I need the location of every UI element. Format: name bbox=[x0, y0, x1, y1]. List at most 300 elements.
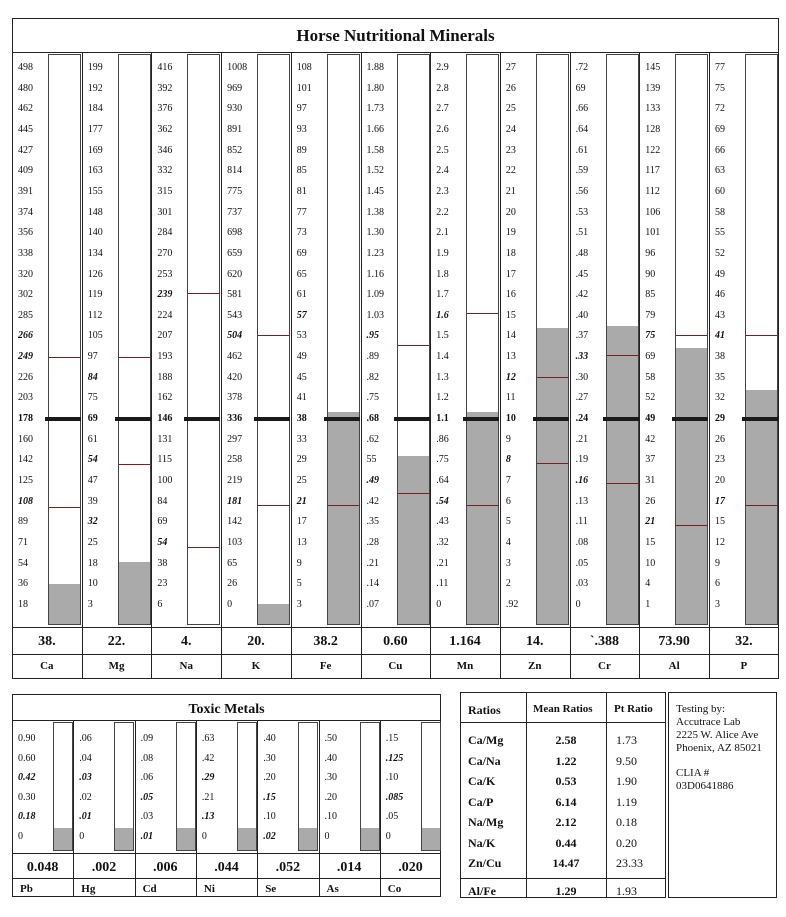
scale-label: 266 bbox=[18, 330, 33, 342]
toxic-scale-label: .05 bbox=[385, 811, 399, 822]
level-bar-fill bbox=[537, 328, 568, 624]
toxic-scale-label: .125 bbox=[385, 752, 404, 764]
scale-label: 75 bbox=[645, 330, 656, 342]
scale-label: 112 bbox=[87, 309, 103, 321]
scale-label: 145 bbox=[645, 62, 661, 73]
scale-label: 43 bbox=[715, 309, 725, 321]
scale-label: 20 bbox=[715, 475, 725, 486]
scale-label: 284 bbox=[157, 227, 173, 239]
scale-label: 302 bbox=[18, 289, 33, 301]
scale-label: 25 bbox=[87, 536, 98, 548]
scale-label: 23 bbox=[715, 454, 725, 466]
range-line bbox=[607, 483, 638, 484]
scale-label: 19 bbox=[505, 227, 516, 239]
ratio-pt: 1.93 bbox=[616, 884, 637, 898]
toxic-scale-label: .30 bbox=[324, 772, 337, 783]
scale-label: 930 bbox=[227, 103, 243, 115]
scale-label: 814 bbox=[227, 165, 243, 177]
scale-label: 54 bbox=[87, 454, 98, 466]
column-divider bbox=[500, 52, 501, 679]
scale-label: 362 bbox=[157, 123, 173, 135]
range-line bbox=[746, 335, 777, 336]
level-bar bbox=[257, 54, 290, 625]
scale-label: .21 bbox=[366, 557, 379, 569]
scale-label: 140 bbox=[87, 227, 103, 239]
column-divider bbox=[82, 52, 83, 679]
scale-label: 392 bbox=[157, 82, 173, 94]
scale-label: 3 bbox=[505, 557, 511, 569]
ratio-pt: 1.19 bbox=[616, 794, 637, 809]
range-line bbox=[328, 505, 359, 506]
toxic-level-bar-fill bbox=[115, 828, 133, 850]
range-line bbox=[398, 345, 429, 346]
column-divider bbox=[361, 52, 362, 679]
scale-label: 1.1 bbox=[436, 413, 449, 425]
scale-label: 26 bbox=[645, 495, 656, 507]
range-line bbox=[537, 377, 568, 378]
scale-label: .92 bbox=[505, 598, 519, 610]
toxic-scale-label: .06 bbox=[79, 733, 92, 744]
scale-label: 12 bbox=[505, 371, 516, 383]
scale-label: 61 bbox=[296, 289, 307, 301]
ratio-pt: 0.18 bbox=[616, 815, 637, 829]
scale-label: 18 bbox=[505, 247, 516, 259]
ratios-header-name: Ratios bbox=[468, 703, 501, 717]
level-bar-fill bbox=[119, 562, 150, 624]
toxic-scale-label: .10 bbox=[385, 772, 399, 783]
scale-label: 21 bbox=[296, 495, 307, 507]
scale-label: .54 bbox=[436, 495, 449, 507]
mean-line bbox=[45, 417, 81, 421]
toxic-scale-label: 0.60 bbox=[18, 752, 36, 764]
scale-label: 23 bbox=[157, 578, 168, 590]
toxic-scale-label: .03 bbox=[140, 811, 154, 822]
level-bar-fill bbox=[746, 390, 777, 624]
toxic-scale-label: .03 bbox=[79, 772, 92, 783]
scale-label: 188 bbox=[157, 371, 173, 383]
scale-label: 1.16 bbox=[366, 268, 384, 280]
scale-label: 6 bbox=[715, 578, 720, 590]
scale-label: 15 bbox=[645, 536, 656, 548]
scale-label: 37 bbox=[645, 454, 656, 466]
scale-label: 54 bbox=[157, 536, 168, 548]
scale-label: 181 bbox=[227, 495, 243, 507]
scale-label: .07 bbox=[366, 598, 379, 610]
scale-label: .32 bbox=[436, 536, 449, 548]
minerals-chart-title: Horse Nutritional Minerals bbox=[296, 26, 495, 45]
scale-label: 0 bbox=[227, 598, 233, 610]
scale-label: 416 bbox=[157, 62, 173, 73]
scale-label: 698 bbox=[227, 227, 243, 239]
scale-label: 41 bbox=[296, 392, 307, 404]
mean-line bbox=[463, 417, 499, 421]
toxic-scale-label: .13 bbox=[201, 811, 215, 822]
scale-label: 1.7 bbox=[436, 289, 449, 301]
toxic-scale-label: .01 bbox=[79, 811, 92, 822]
scale-label: 24 bbox=[505, 123, 516, 135]
scale-label: 346 bbox=[157, 144, 173, 156]
mineral-label: K bbox=[251, 660, 261, 672]
scale-label: 9 bbox=[296, 557, 302, 569]
scale-label: 49 bbox=[715, 268, 725, 280]
scale-label: 224 bbox=[157, 309, 173, 321]
toxic-label: Se bbox=[265, 883, 277, 895]
scale-label: 55 bbox=[715, 227, 725, 239]
scale-label: 63 bbox=[715, 165, 725, 177]
scale-label: 420 bbox=[227, 371, 243, 383]
mineral-value: 0.60 bbox=[383, 634, 408, 649]
scale-label: 45 bbox=[296, 371, 307, 383]
scale-label: 480 bbox=[18, 82, 33, 94]
scale-label: 29 bbox=[296, 454, 307, 466]
scale-label: .66 bbox=[575, 103, 589, 115]
toxic-scale-label: 0 bbox=[201, 830, 207, 842]
scale-label: 66 bbox=[715, 144, 725, 156]
mean-line bbox=[394, 417, 430, 421]
scale-label: 226 bbox=[18, 371, 33, 383]
range-line bbox=[119, 464, 150, 465]
scale-label: 6 bbox=[505, 495, 511, 507]
scale-label: 332 bbox=[157, 165, 173, 177]
values-divider-top bbox=[12, 627, 779, 628]
scale-label: 96 bbox=[645, 247, 656, 259]
range-line bbox=[188, 293, 219, 294]
scale-label: 15 bbox=[715, 516, 725, 528]
scale-label: 462 bbox=[227, 351, 243, 363]
level-bar bbox=[327, 54, 360, 625]
scale-label: 162 bbox=[157, 392, 173, 404]
mineral-value: `.388 bbox=[589, 634, 620, 649]
scale-label: .64 bbox=[436, 475, 449, 486]
scale-label: .82 bbox=[366, 371, 379, 383]
scale-label: 1.03 bbox=[366, 309, 384, 321]
scale-label: .68 bbox=[366, 413, 379, 425]
scale-label: 10 bbox=[505, 413, 516, 425]
mineral-label: Cu bbox=[388, 660, 403, 672]
range-line bbox=[258, 505, 289, 506]
scale-label: .35 bbox=[366, 516, 379, 528]
ratio-mean: 0.44 bbox=[555, 835, 577, 850]
toxic-label: As bbox=[326, 883, 339, 895]
scale-label: 101 bbox=[296, 82, 312, 94]
toxic-level-bar-fill bbox=[238, 828, 256, 850]
mean-line bbox=[324, 417, 360, 421]
toxic-values-divider-top bbox=[12, 853, 441, 854]
scale-label: 891 bbox=[227, 123, 243, 135]
scale-label: 36 bbox=[18, 578, 28, 590]
range-line bbox=[467, 313, 498, 314]
scale-label: 128 bbox=[645, 123, 661, 135]
scale-label: 69 bbox=[645, 351, 656, 363]
toxic-scale-label: .40 bbox=[263, 733, 276, 744]
column-divider bbox=[430, 52, 431, 679]
level-bar bbox=[606, 54, 639, 625]
mineral-label: P bbox=[740, 660, 748, 672]
scale-label: .05 bbox=[575, 557, 589, 569]
scale-label: .40 bbox=[575, 309, 589, 321]
ratio-pt: 1.90 bbox=[616, 774, 637, 788]
toxic-scale-label: 0.42 bbox=[18, 772, 36, 783]
scale-label: 737 bbox=[227, 206, 243, 218]
toxic-scale-label: .10 bbox=[263, 811, 276, 822]
scale-label: 270 bbox=[157, 247, 173, 259]
range-line bbox=[676, 335, 707, 336]
mineral-label: Mg bbox=[108, 660, 125, 672]
scale-label: 90 bbox=[645, 268, 656, 280]
level-bar bbox=[187, 54, 220, 625]
scale-label: 69 bbox=[715, 123, 725, 135]
scale-label: .61 bbox=[575, 144, 589, 156]
mean-line bbox=[603, 417, 639, 421]
toxic-scale-label: .15 bbox=[263, 791, 276, 803]
ratios-footer-divider bbox=[460, 878, 666, 879]
toxic-level-bar bbox=[237, 722, 257, 851]
scale-label: 38 bbox=[296, 413, 307, 425]
scale-label: 1.6 bbox=[436, 309, 449, 321]
scale-label: 46 bbox=[715, 289, 725, 301]
lab-testing-by: Testing by: bbox=[676, 703, 726, 715]
scale-label: 2.8 bbox=[436, 82, 449, 94]
toxic-level-bar bbox=[421, 722, 441, 851]
scale-label: 498 bbox=[18, 62, 33, 73]
toxic-level-bar bbox=[114, 722, 134, 851]
level-bar bbox=[466, 54, 499, 625]
scale-label: 29 bbox=[715, 413, 725, 425]
column-divider bbox=[291, 52, 292, 679]
scale-label: .86 bbox=[436, 433, 449, 445]
scale-label: 139 bbox=[645, 82, 661, 94]
toxic-scale-label: 0.18 bbox=[18, 811, 36, 822]
mineral-label: Mn bbox=[456, 660, 474, 672]
scale-label: .64 bbox=[575, 123, 589, 135]
scale-label: 409 bbox=[18, 165, 33, 177]
scale-label: .19 bbox=[575, 454, 589, 466]
scale-label: 3 bbox=[715, 598, 720, 610]
scale-label: .16 bbox=[575, 475, 589, 486]
toxic-scale-label: .06 bbox=[140, 772, 154, 783]
toxic-scale-label: 0.30 bbox=[18, 791, 36, 803]
scale-label: 1.58 bbox=[366, 144, 384, 156]
toxic-label: Hg bbox=[81, 883, 96, 895]
range-line bbox=[607, 355, 638, 356]
scale-label: .59 bbox=[575, 165, 589, 177]
scale-label: .89 bbox=[366, 351, 379, 363]
scale-label: 84 bbox=[157, 495, 168, 507]
mineral-label: Na bbox=[179, 660, 193, 672]
scale-label: 72 bbox=[715, 103, 725, 115]
mean-line bbox=[672, 417, 708, 421]
scale-label: 49 bbox=[296, 351, 307, 363]
toxic-values-divider-bottom bbox=[12, 878, 441, 879]
scale-label: 142 bbox=[18, 454, 33, 466]
scale-label: 119 bbox=[87, 289, 103, 301]
scale-label: 315 bbox=[157, 185, 173, 197]
ratio-pt: 0.20 bbox=[616, 835, 637, 850]
range-line bbox=[537, 463, 568, 464]
scale-label: 2 bbox=[505, 578, 511, 590]
toxic-metals-title: Toxic Metals bbox=[188, 702, 265, 717]
ratio-name: Ca/Na bbox=[468, 753, 501, 768]
scale-label: 18 bbox=[18, 598, 28, 610]
scale-label: 1.73 bbox=[366, 103, 384, 115]
range-line bbox=[258, 335, 289, 336]
scale-label: 13 bbox=[296, 536, 307, 548]
scale-label: 3 bbox=[296, 598, 302, 610]
toxic-scale-label: .02 bbox=[79, 791, 92, 803]
scale-label: 445 bbox=[18, 123, 33, 135]
title-divider bbox=[12, 52, 779, 53]
scale-label: 1.8 bbox=[436, 268, 449, 280]
scale-label: 84 bbox=[87, 371, 98, 383]
toxic-label: Cd bbox=[142, 883, 157, 895]
scale-label: 69 bbox=[157, 516, 168, 528]
scale-label: 77 bbox=[715, 62, 725, 73]
scale-label: 146 bbox=[157, 413, 173, 425]
toxic-value: .020 bbox=[398, 860, 423, 875]
scale-label: 26 bbox=[715, 433, 725, 445]
toxic-level-bar-fill bbox=[299, 828, 317, 850]
scale-label: 462 bbox=[18, 103, 33, 115]
mineral-value: 22. bbox=[107, 634, 126, 649]
ratio-pt: 23.33 bbox=[616, 856, 643, 870]
scale-label: 125 bbox=[18, 475, 33, 486]
scale-label: 105 bbox=[87, 330, 103, 342]
scale-label: 85 bbox=[645, 289, 656, 301]
scale-label: 133 bbox=[645, 103, 661, 115]
scale-label: 33 bbox=[296, 433, 307, 445]
lab-address-line-2: Phoenix, AZ 85021 bbox=[676, 742, 762, 754]
scale-label: 659 bbox=[227, 247, 243, 259]
scale-label: 69 bbox=[575, 82, 586, 94]
scale-label: .21 bbox=[436, 557, 449, 569]
scale-label: 35 bbox=[715, 371, 725, 383]
scale-label: 26 bbox=[505, 82, 516, 94]
scale-label: 16 bbox=[505, 289, 516, 301]
scale-label: 775 bbox=[227, 185, 243, 197]
scale-label: 134 bbox=[87, 247, 103, 259]
ratio-mean: 0.53 bbox=[555, 774, 577, 788]
scale-label: 1008 bbox=[227, 62, 248, 73]
toxic-scale-label: 0 bbox=[18, 830, 23, 842]
scale-label: 52 bbox=[645, 392, 656, 404]
scale-label: 112 bbox=[645, 185, 660, 197]
scale-label: 178 bbox=[18, 413, 33, 425]
range-line bbox=[49, 507, 80, 508]
scale-label: 75 bbox=[87, 392, 98, 404]
level-bar bbox=[397, 54, 430, 625]
scale-label: 57 bbox=[296, 309, 307, 321]
scale-label: 10 bbox=[645, 557, 656, 569]
scale-label: 25 bbox=[505, 103, 516, 115]
scale-label: 297 bbox=[227, 433, 243, 445]
range-line bbox=[398, 493, 429, 494]
toxic-scale-label: .21 bbox=[201, 791, 215, 803]
scale-label: 148 bbox=[87, 206, 103, 218]
scale-label: 17 bbox=[296, 516, 307, 528]
scale-label: 20 bbox=[505, 206, 516, 218]
scale-label: 65 bbox=[296, 268, 307, 280]
scale-label: 15 bbox=[505, 309, 516, 321]
toxic-title-divider bbox=[12, 720, 441, 721]
scale-label: 31 bbox=[645, 475, 656, 486]
mineral-value: 73.90 bbox=[658, 634, 690, 649]
scale-label: 852 bbox=[227, 144, 243, 156]
scale-label: 100 bbox=[157, 475, 173, 486]
mean-line bbox=[742, 417, 778, 421]
scale-label: .33 bbox=[575, 351, 589, 363]
scale-label: 41 bbox=[715, 330, 725, 342]
scale-label: 79 bbox=[645, 309, 656, 321]
scale-label: 106 bbox=[645, 206, 661, 218]
scale-label: 39 bbox=[87, 495, 98, 507]
scale-label: 2.2 bbox=[436, 206, 449, 218]
scale-label: 427 bbox=[18, 144, 33, 156]
toxic-scale-label: .29 bbox=[201, 772, 215, 783]
toxic-level-bar-fill bbox=[422, 828, 440, 850]
scale-label: 13 bbox=[505, 351, 516, 363]
toxic-scale-label: .40 bbox=[324, 752, 337, 764]
ratios-header-divider bbox=[460, 722, 666, 723]
toxic-scale-label: .42 bbox=[201, 752, 215, 764]
scale-label: 77 bbox=[296, 206, 307, 218]
scale-label: 207 bbox=[157, 330, 173, 342]
level-bar bbox=[536, 54, 569, 625]
scale-label: 21 bbox=[645, 516, 656, 528]
scale-label: .49 bbox=[366, 475, 379, 486]
scale-label: 7 bbox=[505, 475, 511, 486]
scale-label: .37 bbox=[575, 330, 589, 342]
mean-line bbox=[115, 417, 151, 421]
toxic-scale-label: .05 bbox=[140, 791, 154, 803]
scale-label: 12 bbox=[715, 536, 725, 548]
scale-label: .56 bbox=[575, 185, 589, 197]
scale-label: 131 bbox=[157, 433, 173, 445]
scale-label: 1.4 bbox=[436, 351, 449, 363]
lab-address-line-1: 2225 W. Alice Ave bbox=[676, 729, 759, 741]
scale-label: 8 bbox=[505, 454, 511, 466]
toxic-scale-label: .085 bbox=[385, 791, 404, 803]
scale-label: .08 bbox=[575, 536, 589, 548]
scale-label: 108 bbox=[296, 62, 312, 73]
mean-line bbox=[254, 417, 290, 421]
mean-line bbox=[533, 417, 569, 421]
level-bar-fill bbox=[676, 348, 707, 624]
scale-label: 55 bbox=[366, 454, 377, 466]
mineral-label: Cr bbox=[598, 660, 611, 672]
scale-label: 258 bbox=[227, 454, 243, 466]
scale-label: .11 bbox=[436, 578, 449, 590]
lab-clia-label: CLIA # bbox=[676, 767, 710, 779]
level-bar-fill bbox=[49, 584, 80, 624]
scale-label: 1.23 bbox=[366, 247, 384, 259]
toxic-scale-label: .63 bbox=[201, 733, 215, 744]
scale-label: 1.80 bbox=[366, 82, 384, 94]
scale-label: 1.9 bbox=[436, 247, 449, 259]
scale-label: 199 bbox=[87, 62, 103, 73]
level-bar-fill bbox=[258, 604, 289, 624]
scale-label: 2.9 bbox=[436, 62, 449, 73]
scale-label: 38 bbox=[715, 351, 725, 363]
toxic-scale-label: .04 bbox=[79, 752, 92, 764]
ratio-mean: 2.12 bbox=[555, 815, 577, 829]
scale-label: 103 bbox=[227, 536, 243, 548]
toxic-scale-label: .09 bbox=[140, 733, 154, 744]
scale-label: 54 bbox=[18, 557, 28, 569]
scale-label: 1.66 bbox=[366, 123, 384, 135]
scale-label: 338 bbox=[18, 247, 33, 259]
level-bar-fill bbox=[467, 412, 498, 624]
ratio-mean: 1.29 bbox=[555, 884, 577, 898]
